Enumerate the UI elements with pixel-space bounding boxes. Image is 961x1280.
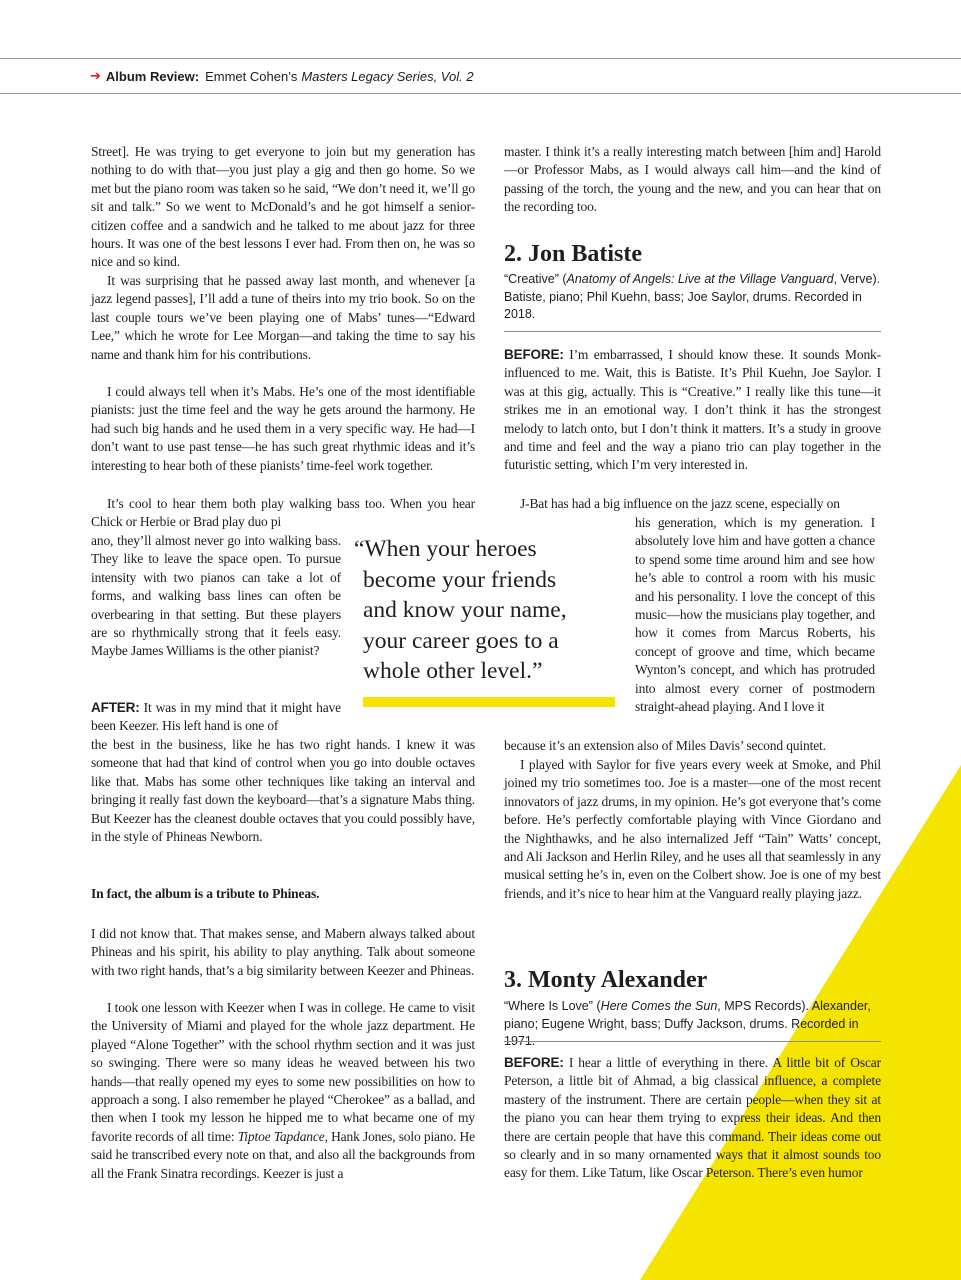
pull-quote-line: your career goes to a — [363, 627, 559, 654]
interviewer-question: In fact, the album is a tribute to Phineas. — [91, 886, 320, 901]
before-paragraph-3 — [504, 1054, 881, 1183]
left-paragraph-5: I did not know that. That makes sense, and Mabern always talked about Phineas and his spirit, his ability to play anything. Talk about someone with two right hands, that’s a big similarity between Keezer and Phineas. — [91, 926, 475, 978]
right-paragraph-0: master. I think it’s a really interesting match between [him and] Harold—or Professor Mabs, as I would always call him—and the kind of passing of the torch, the young and the new, and you can hear that on the recording too. — [504, 144, 881, 215]
credit2-text-b: , Verve). Batiste, piano; Phil Kuehn, bass; Joe Saylor, drums. Recorded in 2018. — [504, 272, 881, 322]
jbat-paragraph-c: because it’s an extension also of Miles Davis’ second quintet. — [504, 738, 826, 753]
header-album-title: Masters Legacy Series, Vol. 2 — [301, 68, 474, 84]
p6-album-title: Tiptoe Tapdance — [237, 1128, 325, 1144]
track-credit-3 — [504, 998, 884, 1051]
after-text-a: It was in my mind that it might have been Keezer. His left hand is one of — [91, 700, 341, 734]
before-paragraph-2 — [504, 346, 881, 475]
p6-post: , Hank Jones, solo piano. He said he transcribed every note on that, and also all the backgrounds from all the Frank Sinatra recordings. Keezer is just a — [91, 1128, 476, 1181]
section-divider — [504, 331, 881, 332]
left-paragraph-4b: ano, they’ll almost never go into walking bass. They like to leave the space open. To pursue intensity with two pianos can take a lot of forms, and walking bass lines can often be overbearing in that setting. But these players are so rhythmically strong that it feels easy. Maybe James Williams is the other pianist? — [91, 533, 341, 659]
arrow-right-icon: ➔ — [90, 68, 101, 83]
section-heading-jon-batiste: 2. Jon Batiste — [504, 241, 642, 267]
section-divider — [504, 1041, 881, 1042]
left-paragraph-2: It was surprising that he passed away last month, and whenever [a jazz legend passes], I’ll add a tune of theirs into my trio book. So on the last couple tours we’ve been playing one of Mabs’ tunes—“Edward Lee,” which he wrote for Lee Morgan—and taking the time to say his name and thank him for his contributions. — [91, 273, 475, 362]
pull-quote-line: become your friends — [363, 566, 557, 593]
pull-quote-yellow-bar — [363, 697, 615, 707]
before-label: BEFORE: — [504, 1055, 564, 1070]
credit2-text-a: “Creative” ( — [504, 272, 567, 286]
after-paragraph-a — [91, 699, 341, 736]
left-paragraph-6 — [91, 999, 475, 1183]
pull-quote-line: “When your heroes — [354, 536, 537, 562]
track-credit-2 — [504, 271, 881, 324]
before-label: BEFORE: — [504, 347, 564, 362]
p6-pre: I took one lesson with Keezer when I was in college. He came to visit the University of Miami and played for the whole jazz department. He played “Alone Together” with the school rhythm section and it was just so swinging. There were so many ideas he weaved between his two hands—that really opened my eyes to some new possibilities on how to approach a song. I also remember he played “Cherokee” as a ballad, and then when I took my lesson he hipped me to what became one of my favorite records of all time: — [91, 1000, 475, 1144]
before3-text: I hear a little of everything in there. A little bit of Oscar Peterson, a little bit of Ahmad, a big classical influence, a complete mastery of the instrument. There are certain people—when they sit at the piano you can hear them trying to express their ideas. And then there are certain people that have this command. Their ideas come out so clearly and in so many ornamented ways that it almost sounds too easy for them. Like Tatum, like Oscar Peterson. There’s even humor — [504, 1055, 881, 1181]
left-paragraph-4a: It’s cool to hear them both play walking bass too. When you hear Chick or Herbie or Brad play duo pi — [91, 496, 475, 530]
section-heading-monty-alexander: 3. Monty Alexander — [504, 967, 708, 993]
left-paragraph-3: I could always tell when it’s Mabs. He’s one of the most identifiable pianists: just the time feel and the way he gets around the harmony. He had such big hands and he used them in a very specific way. He had—I don’t want to use past tense—he has such great rhythmic ideas and it’s interesting to hear both of these pianists’ time-feel work together. — [91, 384, 475, 473]
pull-quote-line: whole other level.” — [363, 658, 543, 684]
saylor-paragraph: I played with Saylor for five years every week at Smoke, and Phil joined my trio sometimes too. Joe is a master—one of the most recent innovators of jazz drums, in my opinion. He’s got everyone that’s come before. He’s perfectly comfortable playing with Vince Giordano and the Nighthawks, and he also internalized Jeff “Tain” Watts’ concept, and Ali Jackson and Herlin Riley, and he uses all that seamlessly in any musical setting he’s in, even on the Colbert show. Joe is one of my best friends, and it’s nice to hear him at the Vanguard really playing jazz. — [504, 757, 881, 901]
credit3-text-b: , MPS Records). Alexander, piano; Eugene Wright, bass; Duffy Jackson, drums. Recorded in 1971. — [504, 999, 871, 1049]
jbat-paragraph-a: J-Bat has had a big influence on the jazz scene, especially on — [520, 496, 840, 511]
credit3-text-a: “Where Is Love” ( — [504, 999, 601, 1013]
running-header — [0, 58, 961, 94]
before2-text: I’m embarrassed, I should know these. It sounds Monk-influenced to me. Wait, this is Batiste. It’s Phil Kuehn, Joe Saylor. I was at this gig, actually. This is “Creative.” I really like this tune—it strikes me in an emotional way. I don’t think it has the strongest melody to latch onto, but I don’t think it matters. It’s a study in groove and time and feel and the way a piano trio can play together in the futuristic setting, which I’m very interested in. — [504, 347, 881, 473]
pull-quote — [354, 534, 619, 687]
after-label: AFTER: — [91, 700, 140, 715]
header-section-label: Album Review: — [105, 68, 200, 84]
pull-quote-line: and know your name, — [363, 597, 567, 623]
after-paragraph-b: the best in the business, like he has two right hands. I knew it was someone that had that kind of control when you go into double octaves like that. Mabs has some other techniques like taking an interval and bringing it really fast down the keyboard—that’s a signature Mabs thing. But Keezer has the cleanest double octaves that you could possibly have, in the style of Phineas Newborn. — [91, 737, 475, 845]
credit2-album-title: Anatomy of Angels: Live at the Village Vanguard — [566, 272, 834, 286]
left-paragraph-1: Street]. He was trying to get everyone to join but my generation has nothing to do with that—you just play a gig and then go home. So we met but the piano room was taken so he said, “We don’t need it, we’ll go sit and talk.” So we went to McDonald’s and he got himself a senior-citizen coffee and a sandwich and he talked to me about jazz for three hours. It was one of the best lessons I ever had. From then on, he was so nice and so kind. — [91, 144, 475, 270]
credit3-album-title: Here Comes the Sun — [600, 999, 718, 1013]
header-pre-title: Emmet Cohen’s — [205, 68, 298, 84]
jbat-paragraph-b: his generation, which is my generation. I absolutely love him and have gotten a chance to spend some time around him and see how he’s able to control a room with his music and his personality. I love the concept of this music—how the musicians play together, and how it comes from Marcus Roberts, his concept of groove and time, which became Wynton’s concept, and which has protruded into almost every corner of postmodern straight-ahead playing. And I love it — [635, 515, 875, 715]
